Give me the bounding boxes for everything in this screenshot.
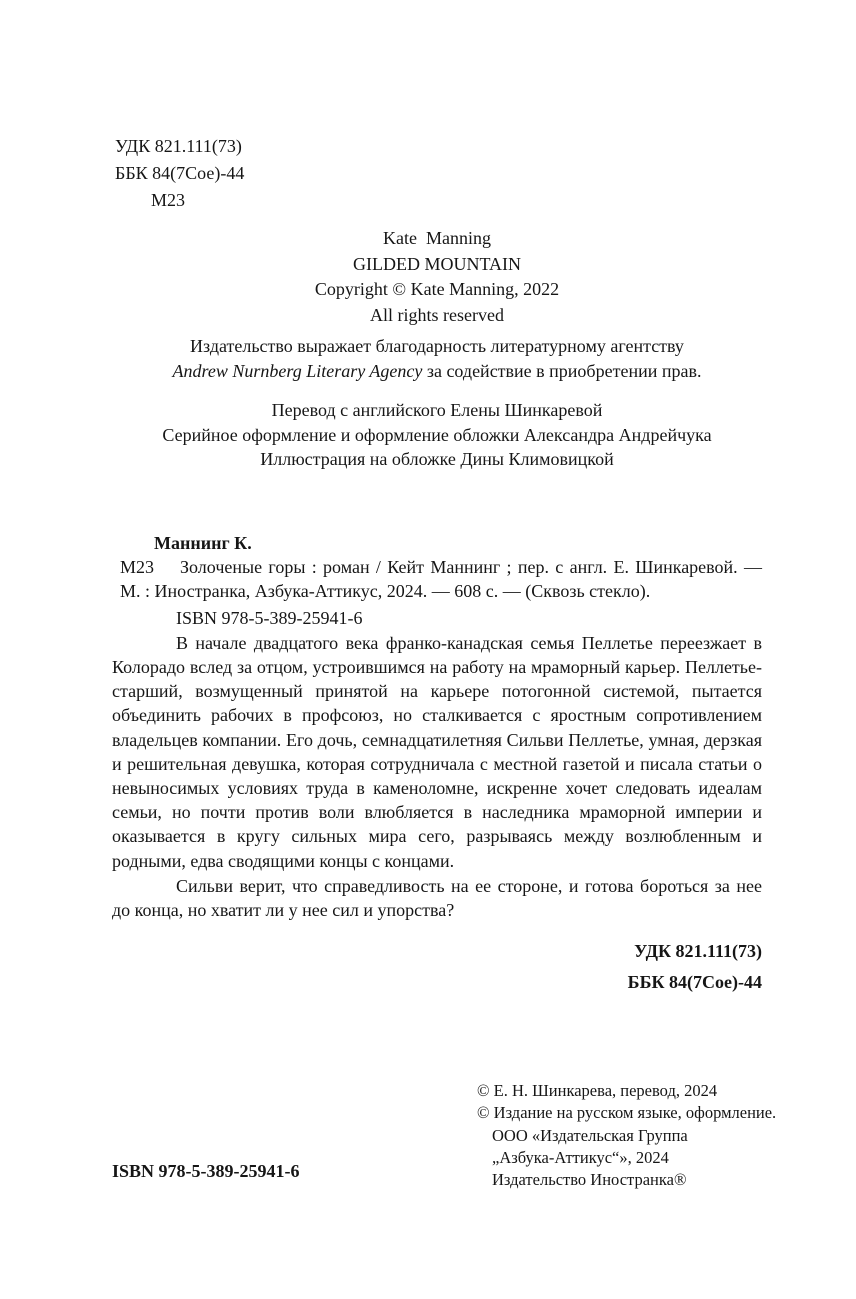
- biblio-entry-text: Золоченые горы : роман / Кейт Маннинг ; пер. с англ. Е. Шинкаревой. — М. : Иностранка, Азбука-Аттикус, 2024. — 608 с. — (Сквозь стекло).: [120, 557, 762, 602]
- bbk-top-line: ББК 84(7Сое)-44: [115, 163, 245, 183]
- annotation-paragraph-2: Сильви верит, что справедливость на ее стороне, и готова бороться за нее до конца, но хватит ли у нее сил и упорства?: [112, 875, 762, 921]
- publisher-imprint-line: Издательство Иностранка®: [492, 1170, 687, 1190]
- designer-credit: Серийное оформление и оформление обложки Александра Андрейчука: [162, 424, 712, 445]
- annotation-paragraph-1: В начале двадцатого века франко-канадская семья Пеллетье переезжает в Колорадо вслед за отцом, устроившимся на работу на мраморный карьер. Пеллетье-старший, возмущенный принятой на карьере потогонной системой, пытается объединить рабочих в профсоюз, но сталкивается с яростным сопротивлением владельцев компании. Его дочь, семнадцатилетняя Сильви Пеллетье, умная, дерзкая и решительная девушка, которая сотрудничала с местной газетой и писала статьи о невыносимых условиях труда в каменоломне, искренне хочет следовать идеалам семьи, но почти против воли влюбляется в наследника мраморной империи и оказывается в кругу сильных мира сего, разрываясь между возлюбленным и родными, едва сводящими концы с концами.: [112, 632, 762, 871]
- rights-reserved-line: All rights reserved: [370, 304, 504, 325]
- biblio-isbn: ISBN 978-5-389-25941-6: [176, 607, 363, 628]
- agency-line-1: Издательство выражает благодарность литературному агентству: [190, 336, 684, 356]
- original-title: GILDED MOUNTAIN: [352, 253, 522, 274]
- translator-credit: Перевод с английского Елены Шинкаревой: [271, 400, 603, 420]
- credits-block: [112, 398, 762, 472]
- biblio-author-heading: Маннинг К.: [154, 533, 252, 553]
- udc-top-line: УДК 821.111(73): [115, 136, 242, 156]
- original-author: Kate Manning: [383, 228, 491, 248]
- agency-line-2-rest: за содействие в приобретении прав.: [422, 360, 702, 381]
- publisher-name-line: „Азбука-Аттикус“», 2024: [492, 1147, 669, 1167]
- publisher-group-line: ООО «Издательская Группа: [492, 1125, 688, 1145]
- agency-name-italic: Andrew Nurnberg Literary Agency: [172, 360, 423, 381]
- udc-bottom-line: УДК 821.111(73): [634, 941, 762, 961]
- author-sign-code-top: М23: [151, 190, 186, 210]
- original-edition-block: [112, 226, 762, 328]
- biblio-entry: [120, 555, 762, 603]
- agency-acknowledgement-block: [112, 334, 762, 383]
- agency-line-2: [112, 359, 762, 384]
- illustrator-credit: Иллюстрация на обложке Дины Климовицкой: [260, 449, 614, 469]
- original-copyright-line: Copyright © Kate Manning, 2022: [314, 279, 560, 299]
- bibliographic-section: [112, 531, 762, 922]
- copyright-block: [477, 1080, 776, 1191]
- author-sign-code: М23: [120, 557, 155, 578]
- udc-bbk-top-block: [115, 133, 244, 214]
- copyright-translation-line: © Е. Н. Шинкарева, перевод, 2024: [477, 1081, 718, 1100]
- isbn-bottom: ISBN 978-5-389-25941-6: [112, 1161, 300, 1181]
- copyright-edition-line: © Издание на русском языке, оформление.: [477, 1103, 777, 1123]
- udc-bbk-bottom-block: [628, 936, 762, 998]
- bbk-bottom-line: ББК 84(7Сое)-44: [627, 972, 762, 992]
